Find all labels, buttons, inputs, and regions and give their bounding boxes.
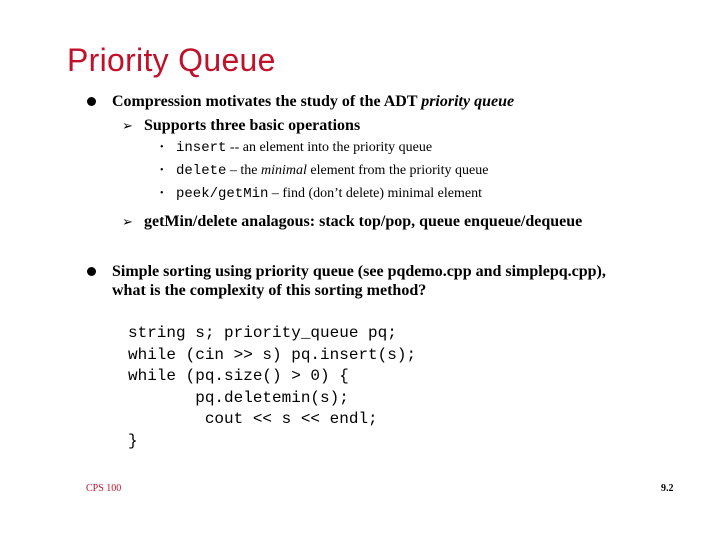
- bullet-text-line2: what is the complexity of this sorting method?: [112, 282, 427, 299]
- bullet-text-compression: [112, 92, 514, 111]
- slide-title: Priority Queue: [67, 42, 276, 78]
- operation-delete: [176, 163, 488, 179]
- operation-peek: [176, 186, 482, 202]
- operation-desc: – find (don’t delete) minimal element: [268, 186, 482, 201]
- operation-emphasis: minimal: [261, 163, 307, 178]
- bullet-dot: [87, 267, 96, 276]
- small-bullet-icon: •: [160, 165, 164, 176]
- bullet-dot: [87, 97, 96, 106]
- sub-bullet-operations: Supports three basic operations: [144, 117, 361, 134]
- operation-desc: – the: [226, 163, 262, 178]
- code-block: string s; priority_queue pq; while (cin >> s) pq.insert(s); while (pq.size() > 0) { pq.deletemin(s); cout << s << endl; }: [128, 324, 417, 450]
- bullet-text-emphasis: priority queue: [421, 93, 515, 110]
- arrow-bullet-icon: ➢: [122, 119, 133, 134]
- operation-insert: [176, 140, 432, 156]
- footer-course: CPS 100: [86, 483, 122, 494]
- code-insert: insert: [176, 140, 227, 156]
- code-peek: peek/getMin: [176, 186, 269, 202]
- bullet-text-sorting: [112, 262, 606, 300]
- arrow-bullet-icon: ➢: [122, 215, 133, 230]
- sub-bullet-analogous: getMin/delete analagous: stack top/pop, queue enqueue/dequeue: [144, 213, 583, 230]
- code-delete: delete: [176, 163, 227, 179]
- bullet-text-main: Compression motivates the study of the ADT: [112, 93, 422, 110]
- operation-desc-tail: element from the priority queue: [306, 163, 489, 178]
- operation-desc: -- an element into the priority queue: [226, 140, 433, 155]
- small-bullet-icon: •: [160, 142, 164, 153]
- footer-page-number: 9.2: [661, 483, 674, 494]
- small-bullet-icon: •: [160, 188, 164, 199]
- bullet-text-line1: Simple sorting using priority queue (see pqdemo.cpp and simplepq.cpp),: [112, 263, 606, 280]
